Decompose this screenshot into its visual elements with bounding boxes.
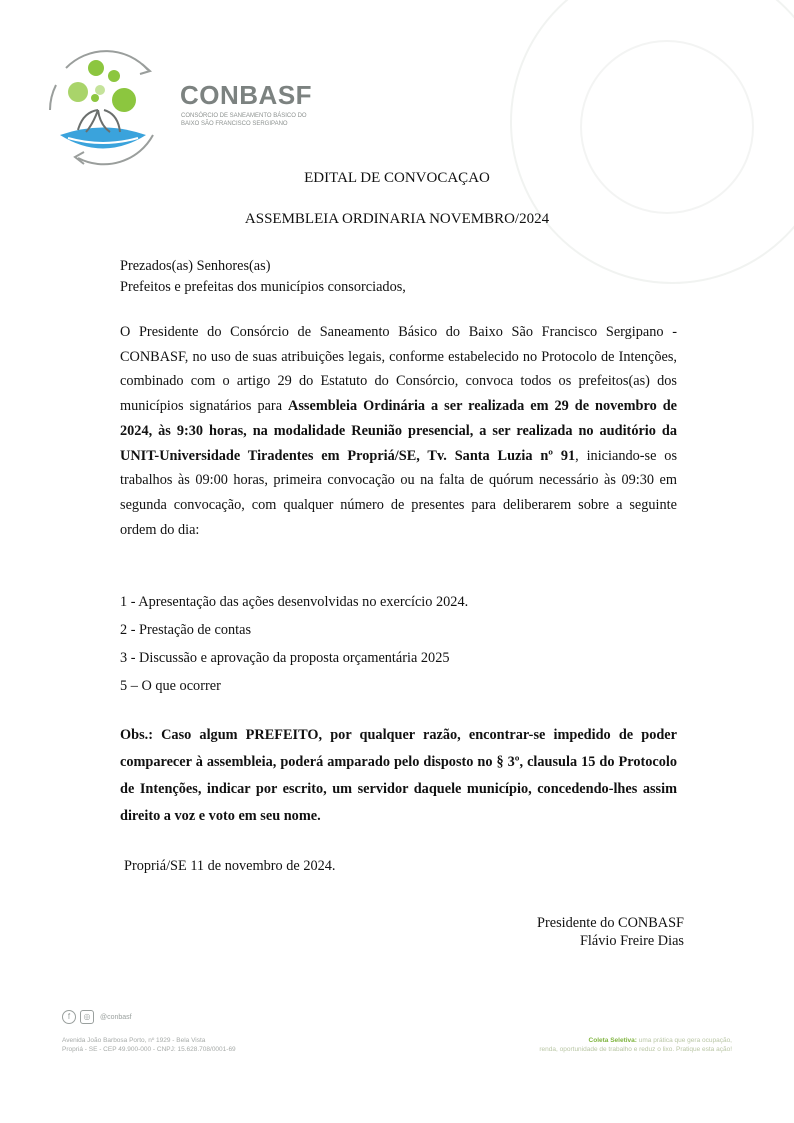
footer [62,1010,732,1070]
agenda-list [120,588,677,700]
footer-campaign: Coleta Seletiva: uma prática que gera ocupação, renda, oportunidade de trabalho e reduz o lixo. Pratique esta ação! [539,1037,732,1053]
conbasf-logo [38,40,338,170]
place-date: Propriá/SE 11 de novembro de 2024. [124,858,336,874]
social-handle: @conbasf [100,1013,132,1021]
facebook-icon[interactable]: f [62,1010,76,1024]
agenda-item: 5 – O que ocorrer [120,678,221,694]
body-paragraph: O Presidente do Consórcio de Saneamento Básico do Baixo São Francisco Sergipano - CONBASF, no uso de suas atribuições legais, conforme estabelecido no Protocolo de Intenções, combinado com o artigo 29 do Estatuto do Consórcio, convoca todos os prefeitos(as) dos municípios signatários para Assembleia Ordinária a ser realizada em 29 de novembro de 2024, às 9:30 horas, na modalidade Reunião presencial, a ser realizada no auditório da UNIT-Universidade Tiradentes em Propriá/SE, Tv. Santa Luzia nº 91, iniciando-se os trabalhos às 09:00 horas, primeira convocação ou na falta de quórum necessário às 09:30 em segunda convocação, com qualquer número de presentes para deliberarem sobre a seguinte ordem do dia: [120,324,678,538]
salutation [120,256,677,298]
agenda-item: 1 - Apresentação das ações desenvolvidas no exercício 2024. [120,594,469,610]
observation-paragraph: Obs.: Caso algum PREFEITO, por qualquer razão, encontrar-se impedido de poder comparecer à assembleia, poderá amparado pelo disposto no § 3º, clausula 15 do Protocolo de Intenções, indicar por escrito, um servidor daquele município, concedendo-lhes assim direito a voz e voto em seu nome. [120,727,677,824]
salutation-line: Prefeitos e prefeitas dos municípios consorciados, [120,279,406,295]
social-links [62,1010,132,1024]
agenda-item: 2 - Prestação de contas [120,622,252,638]
signature-block [537,914,684,950]
meeting-details: Assembleia Ordinária a ser realizada em 29 de novembro de 2024, às 9:30 horas, na modalidade Reunião presencial, a ser realizada no auditório da UNIT-Universidade Tiradentes em Propriá/SE, Tv. Santa Luzia nº 91 [120,398,677,464]
background-decoration-inner [580,40,754,214]
document-title: EDITAL DE CONVOCAÇAO [304,170,490,186]
agenda-item: 3 - Discussão e aprovação da proposta orçamentária 2025 [120,650,450,666]
document-subtitle: ASSEMBLEIA ORDINARIA NOVEMBRO/2024 [244,211,550,227]
signature-role: Presidente do CONBASF [537,915,684,931]
brand-subtitle: CONSÓRCIO DE SANEAMENTO BÁSICO DO BAIXO SÃO FRANCISCO SERGIPANO [181,113,307,127]
logo-mark-icon [38,40,168,170]
instagram-icon[interactable]: ◎ [80,1010,94,1024]
salutation-line: Prezados(as) Senhores(as) [120,258,271,274]
signature-name: Flávio Freire Dias [579,933,684,949]
footer-address: Avenida João Barbosa Porto, nº 1929 - Bela Vista Propriá - SE - CEP 49.900-000 - CNPJ: 15.628.708/0001-69 [62,1037,236,1053]
brand-name: CONBASF [180,80,313,110]
